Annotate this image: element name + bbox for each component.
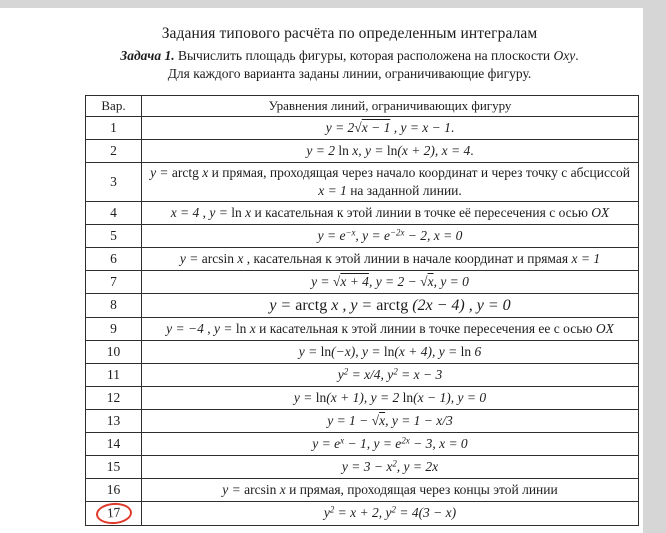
table-row [86,501,639,525]
variant-number: 12 [86,386,142,409]
task-label: Задача 1. [120,48,175,63]
table-row [86,478,639,501]
task-text: Вычислить площадь фигуры, которая расположена на плоскости Oxy. [174,48,579,63]
equation-cell: y = 1 − √x, y = 1 − x/3 [142,409,639,432]
variant-number: 1 [86,117,142,140]
table-row [86,117,639,140]
table-header-row [86,96,639,117]
equation-cell: $y^2 = x + 2$, $y^2 = 4(3 - x)$ [142,501,639,525]
variant-number: 3 [86,163,142,202]
variant-number: 16 [86,478,142,501]
column-header-equations: Уравнения линий, ограничивающих фигуру [142,96,639,117]
variant-number: 4 [86,201,142,224]
equation-cell: y = arctg x и прямая, проходящая через начало координат и через точку с абсциссой x = 1 на заданной линии. [142,163,639,202]
table-row [86,293,639,317]
equation-cell: y = 2 ln x, y = ln(x + 2), x = 4. [142,140,639,163]
equation-cell: y = 2√x − 1 , y = x − 1. [142,117,639,140]
variant-number: 2 [86,140,142,163]
variant-number [86,501,142,525]
table-row [86,201,639,224]
equation-cell: $y = 3 - x^2$, y = 2x [142,455,639,478]
table-row [86,455,639,478]
document-page [0,8,643,533]
variants-table [85,95,639,526]
variant-number: 14 [86,432,142,455]
table-row [86,432,639,455]
equation-cell: y = arcsin x и прямая, проходящая через концы этой линии [142,478,639,501]
table-row [86,340,639,363]
task-statement [56,48,643,64]
variant-number: 8 [86,293,142,317]
table-row [86,317,639,340]
equation-cell: y = ln(x + 1), y = 2 ln(x − 1), y = 0 [142,386,639,409]
equation-cell: $y^2 = x/4$, $y^2 = x - 3$ [142,363,639,386]
column-header-variant: Вар. [86,96,142,117]
equation-cell: y = arctg x , y = arctg (2x − 4) , y = 0 [142,293,639,317]
task-statement-line2: Для каждого варианта заданы линии, ограничивающие фигуру. [167,66,532,81]
variant-number: 7 [86,270,142,293]
table-row [86,163,639,202]
equation-cell: y = ln(−x), y = ln(x + 4), y = ln 6 [142,340,639,363]
variant-number: 15 [86,455,142,478]
table-row [86,409,639,432]
variant-number: 13 [86,409,142,432]
heading-block [0,8,643,82]
variant-number: 10 [86,340,142,363]
equation-cell: $y = e^{-x}$, $y = e^{-2x} - 2$, x = 0 [142,224,639,247]
red-circle-annotation: 17 [95,502,132,525]
equation-cell: $y = e^x - 1$, $y = e^{2x} - 3$, x = 0 [142,432,639,455]
variant-number: 6 [86,247,142,270]
table-row [86,270,639,293]
table-row [86,140,639,163]
equation-cell: y = −4 , y = ln x и касательная к этой линии в точке пересечения ее с осью OX [142,317,639,340]
equation-cell: y = √x + 4, y = 2 − √x, y = 0 [142,270,639,293]
equation-cell: y = arcsin x , касательная к этой линии в начале координат и прямая x = 1 [142,247,639,270]
variant-number: 11 [86,363,142,386]
table-body [86,117,639,526]
variant-number: 5 [86,224,142,247]
equation-cell: x = 4 , y = ln x и касательная к этой линии в точке её пересечения с осью OX [142,201,639,224]
table-row [86,386,639,409]
table-row [86,247,639,270]
table-row [86,363,639,386]
table-row [86,224,639,247]
variant-number: 9 [86,317,142,340]
document-title: Задания типового расчёта по определенным интегралам [161,25,538,42]
